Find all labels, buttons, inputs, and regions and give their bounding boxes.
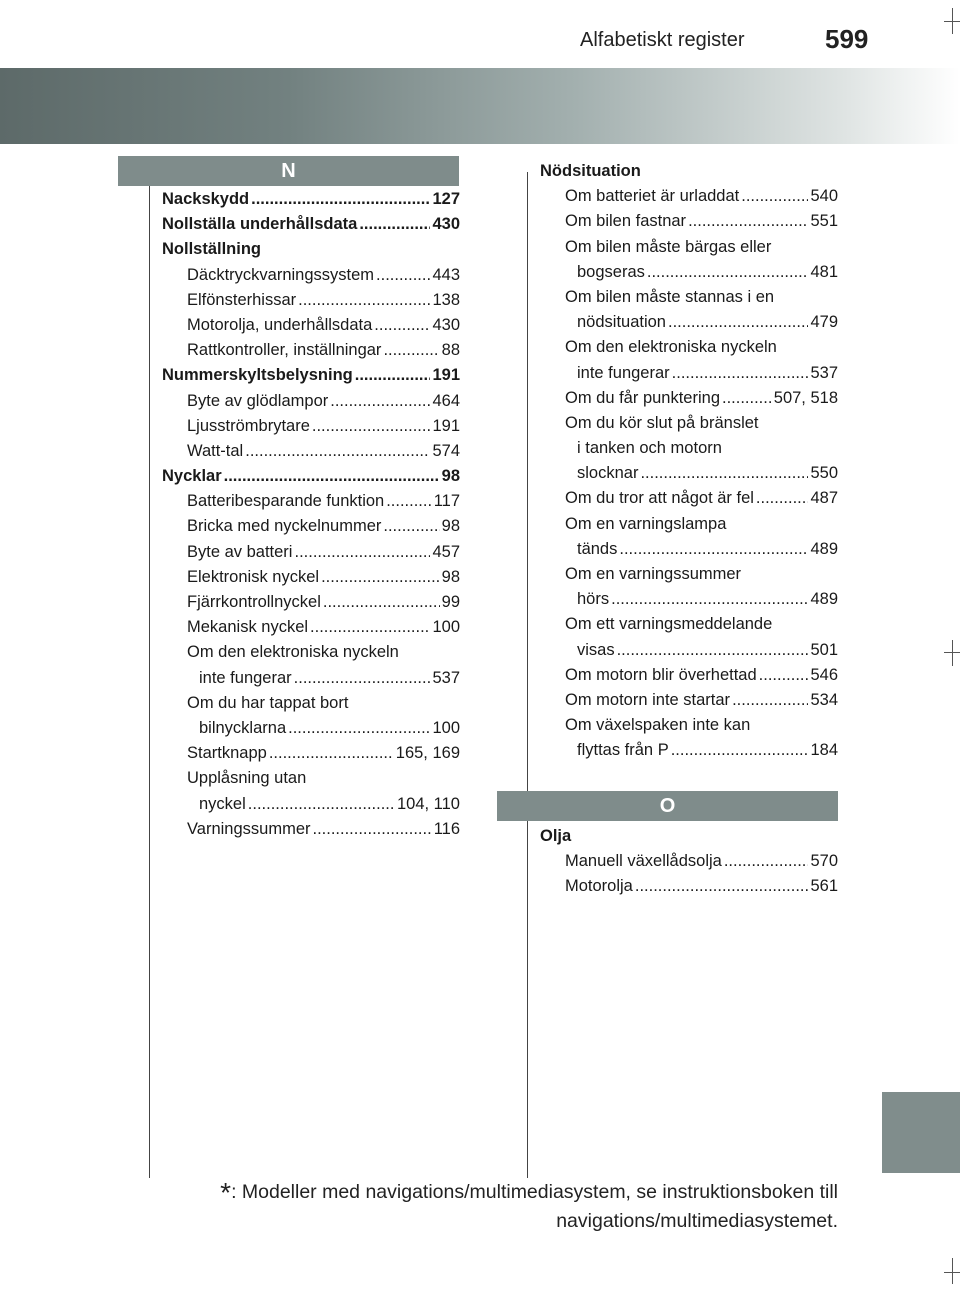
page-number: 599 <box>825 24 869 54</box>
entry-text: Om du kör slut på bränslet <box>565 413 759 432</box>
footnote-star: * <box>220 1177 232 1208</box>
entry-text: Olja <box>540 827 572 845</box>
page-ref: 481 <box>810 262 838 281</box>
index-subentry <box>540 638 838 663</box>
index-subentry <box>162 414 460 439</box>
page-ref: 98 <box>441 567 460 586</box>
index-subentry <box>162 766 460 791</box>
entry-text: nyckel <box>199 794 246 813</box>
index-subentry <box>162 615 460 640</box>
dot-leader <box>672 361 809 386</box>
entry-text: Om ett varningsmeddelande <box>565 615 773 634</box>
page-title: Alfabetiskt register <box>580 29 745 51</box>
index-subentry <box>162 590 460 615</box>
entry-text: Om du har tappat bort <box>187 693 349 712</box>
index-subentry <box>540 310 838 335</box>
index-subentry <box>540 587 838 612</box>
index-subentry <box>162 640 460 665</box>
page-ref: 116 <box>433 819 460 838</box>
entry-text: bogseras <box>577 262 645 281</box>
page-ref: 443 <box>432 265 460 284</box>
section-header-o: O <box>497 791 838 821</box>
page-ref: 165, 169 <box>395 744 460 763</box>
dot-leader <box>224 464 440 489</box>
dot-leader <box>323 590 440 615</box>
index-entry <box>162 187 460 212</box>
index-subentry <box>162 565 460 590</box>
entry-text: Motorolja, underhållsdata <box>187 315 373 334</box>
entry-text: i tanken och motorn <box>577 439 722 458</box>
index-subentry <box>162 439 460 464</box>
index-subentry <box>540 738 838 763</box>
header-band <box>0 68 960 144</box>
crop-mark <box>952 1258 953 1284</box>
dot-leader <box>376 263 430 288</box>
chapter-side-tab <box>882 1092 960 1173</box>
dot-leader <box>245 439 430 464</box>
index-subentry <box>162 817 460 842</box>
dot-leader <box>312 817 431 842</box>
entry-text: bilnycklarna <box>199 718 287 737</box>
index-subentry <box>540 436 838 461</box>
index-subentry <box>162 263 460 288</box>
dot-leader <box>312 414 431 439</box>
index-subentry <box>162 288 460 313</box>
index-subentry <box>540 874 838 899</box>
index-subentry <box>540 849 838 874</box>
dot-leader <box>288 716 430 741</box>
page-ref: 430 <box>432 215 460 234</box>
entry-text: Watt-tal <box>187 441 244 460</box>
index-subentry <box>540 209 838 234</box>
page-ref: 98 <box>441 467 460 486</box>
dot-leader <box>722 386 772 411</box>
index-entry <box>540 159 838 184</box>
index-subentry <box>540 461 838 486</box>
entry-text: Bricka med nyckelnummer <box>187 517 382 536</box>
entry-text: Byte av glödlampor <box>187 391 329 410</box>
footnote-line1: : Modeller med navigations/multimediasystem, se instruktionsboken till <box>231 1181 838 1203</box>
index-subentry <box>540 235 838 260</box>
dot-leader <box>647 260 809 285</box>
page-ref: 487 <box>810 489 838 508</box>
page-ref: 457 <box>432 542 460 561</box>
page-ref: 138 <box>432 290 460 309</box>
index-subentry <box>162 716 460 741</box>
footnote-line2: navigations/multimediasystemet. <box>556 1210 838 1232</box>
entry-text: Om en varningslampa <box>565 514 727 533</box>
entry-text: Om bilen måste bärgas eller <box>565 237 772 256</box>
index-entry <box>162 237 460 262</box>
index-subentry <box>540 411 838 436</box>
crop-mark <box>952 640 953 666</box>
dot-leader <box>617 638 809 663</box>
dot-leader <box>671 738 809 763</box>
dot-leader <box>355 363 431 388</box>
entry-text: Om den elektroniska nyckeln <box>565 338 777 357</box>
page-ref: 501 <box>810 640 838 659</box>
column-rule-middle <box>527 172 528 1178</box>
dot-leader <box>374 313 430 338</box>
page-ref: 117 <box>433 492 460 511</box>
entry-text: Om du tror att något är fel <box>565 489 754 508</box>
page-ref: 570 <box>810 852 838 871</box>
index-subentry <box>162 691 460 716</box>
page-ref: 537 <box>432 668 460 687</box>
page-ref: 551 <box>810 212 838 231</box>
dot-leader <box>330 389 430 414</box>
index-subentry <box>540 184 838 209</box>
entry-text: Nollställning <box>162 240 261 259</box>
index-subentry <box>540 486 838 511</box>
index-subentry <box>540 562 838 587</box>
dot-leader <box>310 615 430 640</box>
dot-leader <box>269 741 394 766</box>
index-subentry <box>162 540 460 565</box>
index-entry <box>162 363 460 388</box>
entry-text: Ljusströmbrytare <box>187 416 310 435</box>
entry-text: Elektronisk nyckel <box>187 567 320 586</box>
index-subentry <box>162 489 460 514</box>
page-ref: 534 <box>810 690 838 709</box>
index-subentry <box>540 260 838 285</box>
index-subentry <box>540 335 838 360</box>
dot-leader <box>248 792 395 817</box>
dot-leader <box>321 565 440 590</box>
dot-leader <box>383 514 439 539</box>
entry-text: nödsituation <box>577 313 666 332</box>
entry-text: Om växelspaken inte kan <box>565 716 751 735</box>
entry-text: tänds <box>577 539 618 558</box>
dot-leader <box>619 537 808 562</box>
entry-text: Nummerskyltsbelysning <box>162 366 353 385</box>
dot-leader <box>759 663 809 688</box>
entry-text: visas <box>577 640 615 659</box>
entry-text: Nollställa underhållsdata <box>162 215 358 234</box>
dot-leader <box>756 486 809 511</box>
index-subentry <box>540 512 838 537</box>
page-ref: 98 <box>441 517 460 536</box>
page-ref: 100 <box>432 618 460 637</box>
dot-leader <box>668 310 808 335</box>
footnote <box>120 1178 838 1235</box>
dot-leader <box>640 461 808 486</box>
entry-text: slocknar <box>577 464 639 483</box>
page-ref: 104, 110 <box>396 794 460 813</box>
page-ref: 574 <box>432 441 460 460</box>
index-subentry <box>540 688 838 713</box>
dot-leader <box>732 688 808 713</box>
index-subentry <box>540 612 838 637</box>
index-column-right-o <box>540 824 838 900</box>
index-subentry <box>162 389 460 414</box>
entry-text: Om bilen fastnar <box>565 212 687 231</box>
entry-text: Motorolja <box>565 877 633 896</box>
page-ref: 479 <box>810 313 838 332</box>
index-subentry <box>540 386 838 411</box>
dot-leader <box>383 338 439 363</box>
entry-text: Batteribesparande funktion <box>187 492 385 511</box>
page-ref: 507, 518 <box>773 388 838 407</box>
index-subentry <box>540 713 838 738</box>
page-ref: 464 <box>432 391 460 410</box>
column-rule-left <box>149 186 150 1178</box>
page-ref: 99 <box>441 593 460 611</box>
entry-text: Nycklar <box>162 467 222 486</box>
entry-text: Om bilen måste stannas i en <box>565 287 775 306</box>
index-entry <box>540 824 838 849</box>
page-ref: 191 <box>432 366 460 385</box>
entry-text: Manuell växellådsolja <box>565 852 722 871</box>
page-ref: 430 <box>432 315 460 334</box>
entry-text: Rattkontroller, inställningar <box>187 341 382 360</box>
entry-text: Om batteriet är urladdat <box>565 187 740 206</box>
index-entry <box>162 212 460 237</box>
crop-mark <box>952 8 953 34</box>
entry-text: Om motorn inte startar <box>565 690 731 709</box>
dot-leader <box>386 489 431 514</box>
entry-text: Fjärrkontrollnyckel <box>187 593 321 611</box>
entry-text: Nödsituation <box>540 162 641 180</box>
entry-text: Mekanisk nyckel <box>187 618 309 637</box>
index-subentry <box>540 537 838 562</box>
entry-text: Om en varningssummer <box>565 565 742 583</box>
entry-text: Elfönsterhissar <box>187 290 297 309</box>
page-ref: 489 <box>810 539 838 558</box>
page-ref: 489 <box>810 590 838 609</box>
page-ref: 127 <box>432 190 460 208</box>
entry-text: Byte av batteri <box>187 542 293 561</box>
index-subentry <box>162 792 460 817</box>
section-header-n: N <box>118 156 459 186</box>
entry-text: hörs <box>577 590 610 609</box>
index-subentry <box>162 666 460 691</box>
page-ref: 184 <box>810 741 838 760</box>
dot-leader <box>294 540 430 565</box>
entry-text: Om du får punktering <box>565 388 720 407</box>
entry-text: Däcktryckvarningssystem <box>187 265 375 284</box>
page-ref: 550 <box>810 464 838 483</box>
page-ref: 191 <box>432 416 460 435</box>
entry-text: Upplåsning utan <box>187 769 307 788</box>
index-entry <box>162 464 460 489</box>
page-ref: 88 <box>441 341 460 360</box>
dot-leader <box>635 874 809 899</box>
dot-leader <box>251 187 430 212</box>
entry-text: Om motorn blir överhettad <box>565 665 757 684</box>
entry-text: inte fungerar <box>199 668 292 687</box>
index-subentry <box>540 361 838 386</box>
page-ref: 540 <box>810 187 838 206</box>
entry-text: Varningssummer <box>187 819 311 838</box>
index-subentry <box>540 663 838 688</box>
index-subentry <box>162 514 460 539</box>
dot-leader <box>688 209 808 234</box>
index-column-left <box>162 187 460 842</box>
index-subentry <box>162 741 460 766</box>
entry-text: inte fungerar <box>577 363 670 382</box>
dot-leader <box>298 288 430 313</box>
dot-leader <box>294 666 431 691</box>
index-subentry <box>162 313 460 338</box>
index-subentry <box>540 285 838 310</box>
entry-text: Nackskydd <box>162 190 250 208</box>
entry-text: flyttas från P <box>577 741 669 760</box>
dot-leader <box>741 184 808 209</box>
index-column-right-n <box>540 159 838 764</box>
index-subentry <box>162 338 460 363</box>
entry-text: Om den elektroniska nyckeln <box>187 643 399 662</box>
page-ref: 546 <box>810 665 838 684</box>
dot-leader <box>359 212 430 237</box>
dot-leader <box>611 587 808 612</box>
entry-text: Startknapp <box>187 744 267 763</box>
page-ref: 100 <box>432 718 460 737</box>
page-ref: 537 <box>810 363 838 382</box>
dot-leader <box>724 849 809 874</box>
page-ref: 561 <box>810 877 838 896</box>
